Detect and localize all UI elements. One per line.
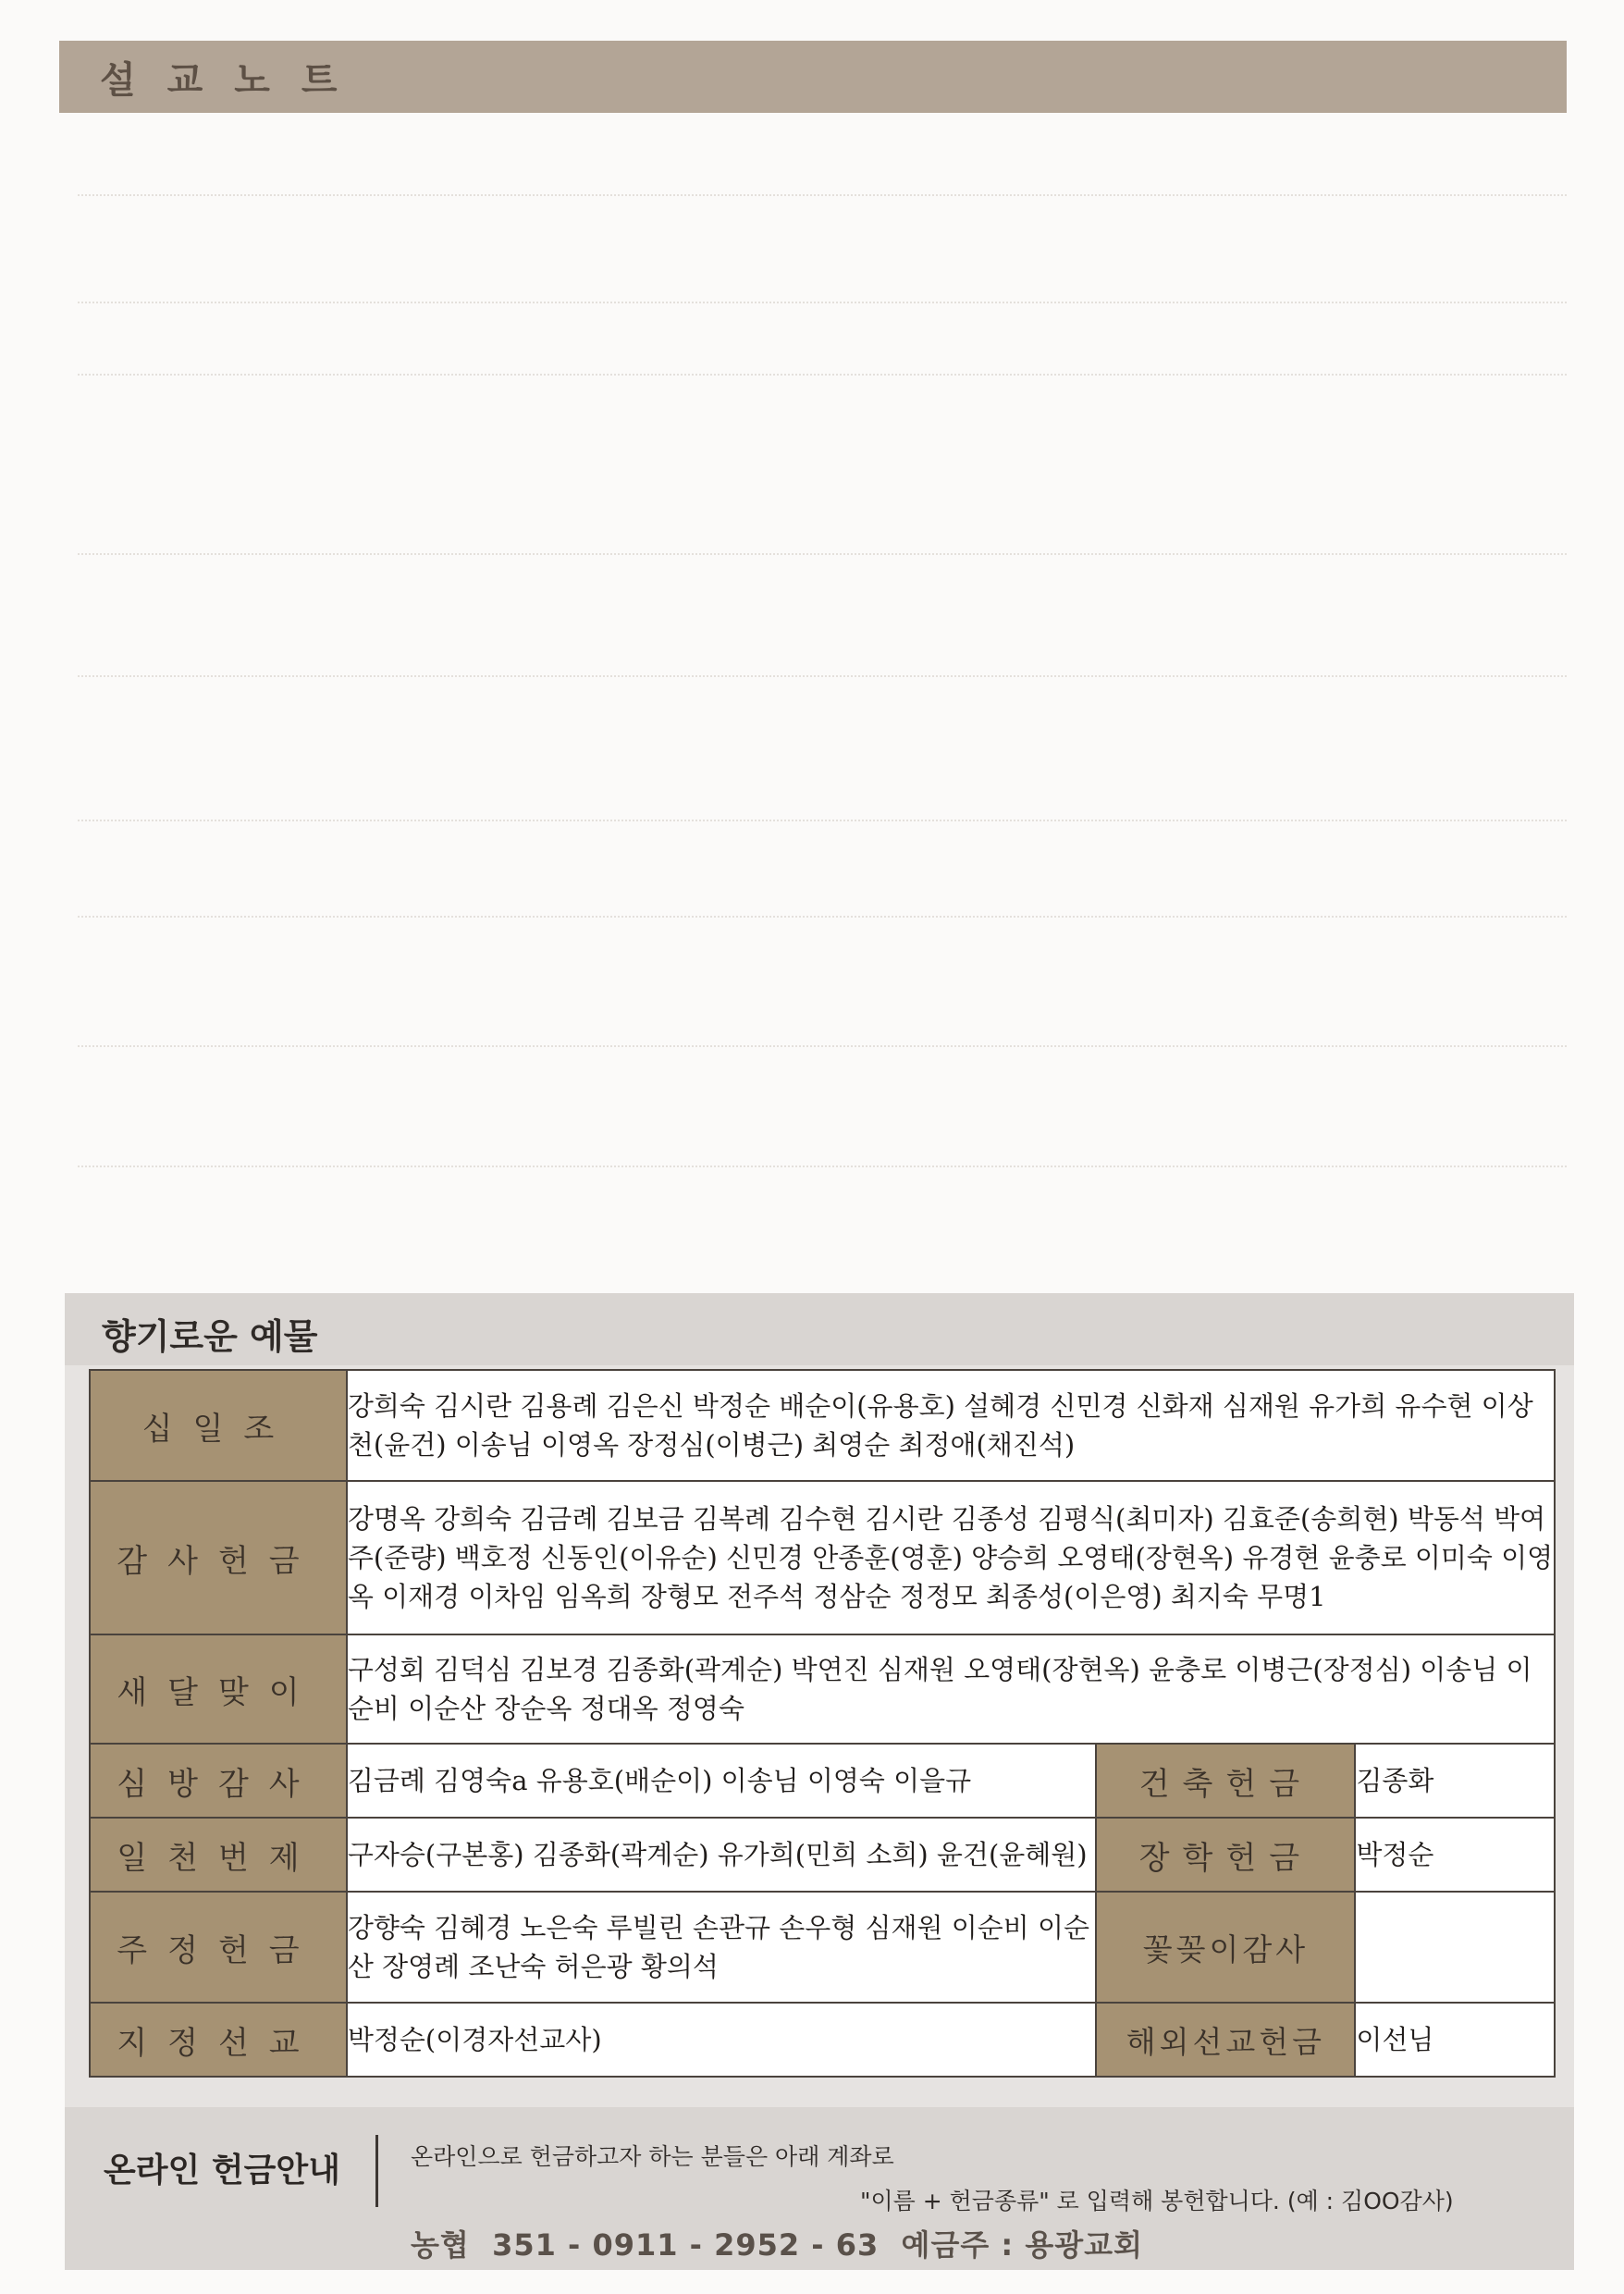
sermon-note-title: 설교노트 bbox=[100, 58, 369, 102]
row-names-thanks: 강명옥 강희숙 김금례 김보금 김복례 김수현 김시란 김종성 김평식(최미자) 김효준(송희현) 박동석 박여주(준량) 백호정 신동인(이유순) 신민경 안종훈(영훈) 양승희 오영태(장현옥) 유경현 윤충로 이미숙 이영옥 이재경 이차임 임옥희 장형모 전주석 정삼순 정정모 최종성(이은영) 최지숙 무명1 bbox=[347, 1481, 1555, 1634]
online-instruction-line1: 온라인으로 헌금하고자 하는 분들은 아래 계좌로 bbox=[411, 2143, 894, 2170]
row-label-tithe: 십일조 bbox=[90, 1370, 347, 1481]
note-line bbox=[78, 553, 1567, 555]
table-row bbox=[90, 1892, 1555, 2003]
note-line bbox=[78, 194, 1567, 196]
row-names-weekly: 강향숙 김혜경 노은숙 루빌린 손관규 손우형 심재원 이순비 이순산 장영례 조난숙 허은광 황의석 bbox=[347, 1892, 1097, 2003]
online-instruction-line2: "이름 + 헌금종류" 로 입력해 봉헌합니다. (예 : 김OO감사) bbox=[860, 2188, 1454, 2214]
offering-header bbox=[65, 1293, 1574, 1365]
offering-title: 향기로운 예물 bbox=[102, 1316, 318, 1357]
row-names-thousand-offering: 구자승(구본홍) 김종화(곽계순) 유가희(민희 소희) 윤건(윤혜원) bbox=[347, 1818, 1097, 1892]
row-names-overseas-mission: 이선님 bbox=[1355, 2003, 1555, 2077]
note-line bbox=[78, 916, 1567, 918]
row-names-designated-mission: 박정순(이경자선교사) bbox=[347, 2003, 1097, 2077]
online-offering-title: 온라인 헌금안내 bbox=[104, 2152, 340, 2189]
table-row bbox=[90, 2003, 1555, 2077]
table-row bbox=[90, 1818, 1555, 1892]
row-label-overseas-mission: 해외선교헌금 bbox=[1096, 2003, 1355, 2077]
row-label-new-month: 새달맞이 bbox=[90, 1634, 347, 1744]
row-label-building: 건축헌금 bbox=[1096, 1744, 1355, 1818]
row-names-visit-thanks: 김금례 김영숙a 유용호(배순이) 이송님 이영숙 이을규 bbox=[347, 1744, 1097, 1818]
row-label-thanks: 감사헌금 bbox=[90, 1481, 347, 1634]
note-line bbox=[78, 302, 1567, 303]
note-line bbox=[78, 820, 1567, 821]
table-row bbox=[90, 1481, 1555, 1634]
sermon-note-header bbox=[59, 41, 1567, 113]
row-names-tithe: 강희숙 김시란 김용례 김은신 박정순 배순이(유용호) 설혜경 신민경 신화재 심재원 유가희 유수현 이상천(윤건) 이송님 이영옥 장정심(이병근) 최영순 최정애(채진석) bbox=[347, 1370, 1555, 1481]
row-names-flower-thanks bbox=[1355, 1892, 1555, 2003]
row-label-designated-mission: 지정선교 bbox=[90, 2003, 347, 2077]
sermon-note-writing-area bbox=[78, 120, 1567, 1286]
row-names-building: 김종화 bbox=[1355, 1744, 1555, 1818]
row-names-scholarship: 박정순 bbox=[1355, 1818, 1555, 1892]
online-offering-section bbox=[65, 2107, 1574, 2270]
note-line bbox=[78, 374, 1567, 376]
table-row bbox=[90, 1370, 1555, 1481]
row-label-weekly: 주정헌금 bbox=[90, 1892, 347, 2003]
row-label-thousand-offering: 일천번제 bbox=[90, 1818, 347, 1892]
note-line bbox=[78, 1166, 1567, 1167]
bank-account-info: 농협 351 - 0911 - 2952 - 63 예금주 : 용광교회 bbox=[411, 2227, 1143, 2263]
note-line bbox=[78, 675, 1567, 677]
divider bbox=[375, 2135, 378, 2207]
row-label-visit-thanks: 심방감사 bbox=[90, 1744, 347, 1818]
row-label-flower-thanks: 꽃꽂이감사 bbox=[1096, 1892, 1355, 2003]
table-row bbox=[90, 1744, 1555, 1818]
table-row bbox=[90, 1634, 1555, 1744]
offering-section bbox=[65, 1293, 1574, 2270]
note-line bbox=[78, 1045, 1567, 1047]
row-label-scholarship: 장학헌금 bbox=[1096, 1818, 1355, 1892]
row-names-new-month: 구성회 김덕심 김보경 김종화(곽계순) 박연진 심재원 오영태(장현옥) 윤충로 이병근(장정심) 이송님 이순비 이순산 장순옥 정대옥 정영숙 bbox=[347, 1634, 1555, 1744]
offering-table bbox=[89, 1369, 1556, 2078]
